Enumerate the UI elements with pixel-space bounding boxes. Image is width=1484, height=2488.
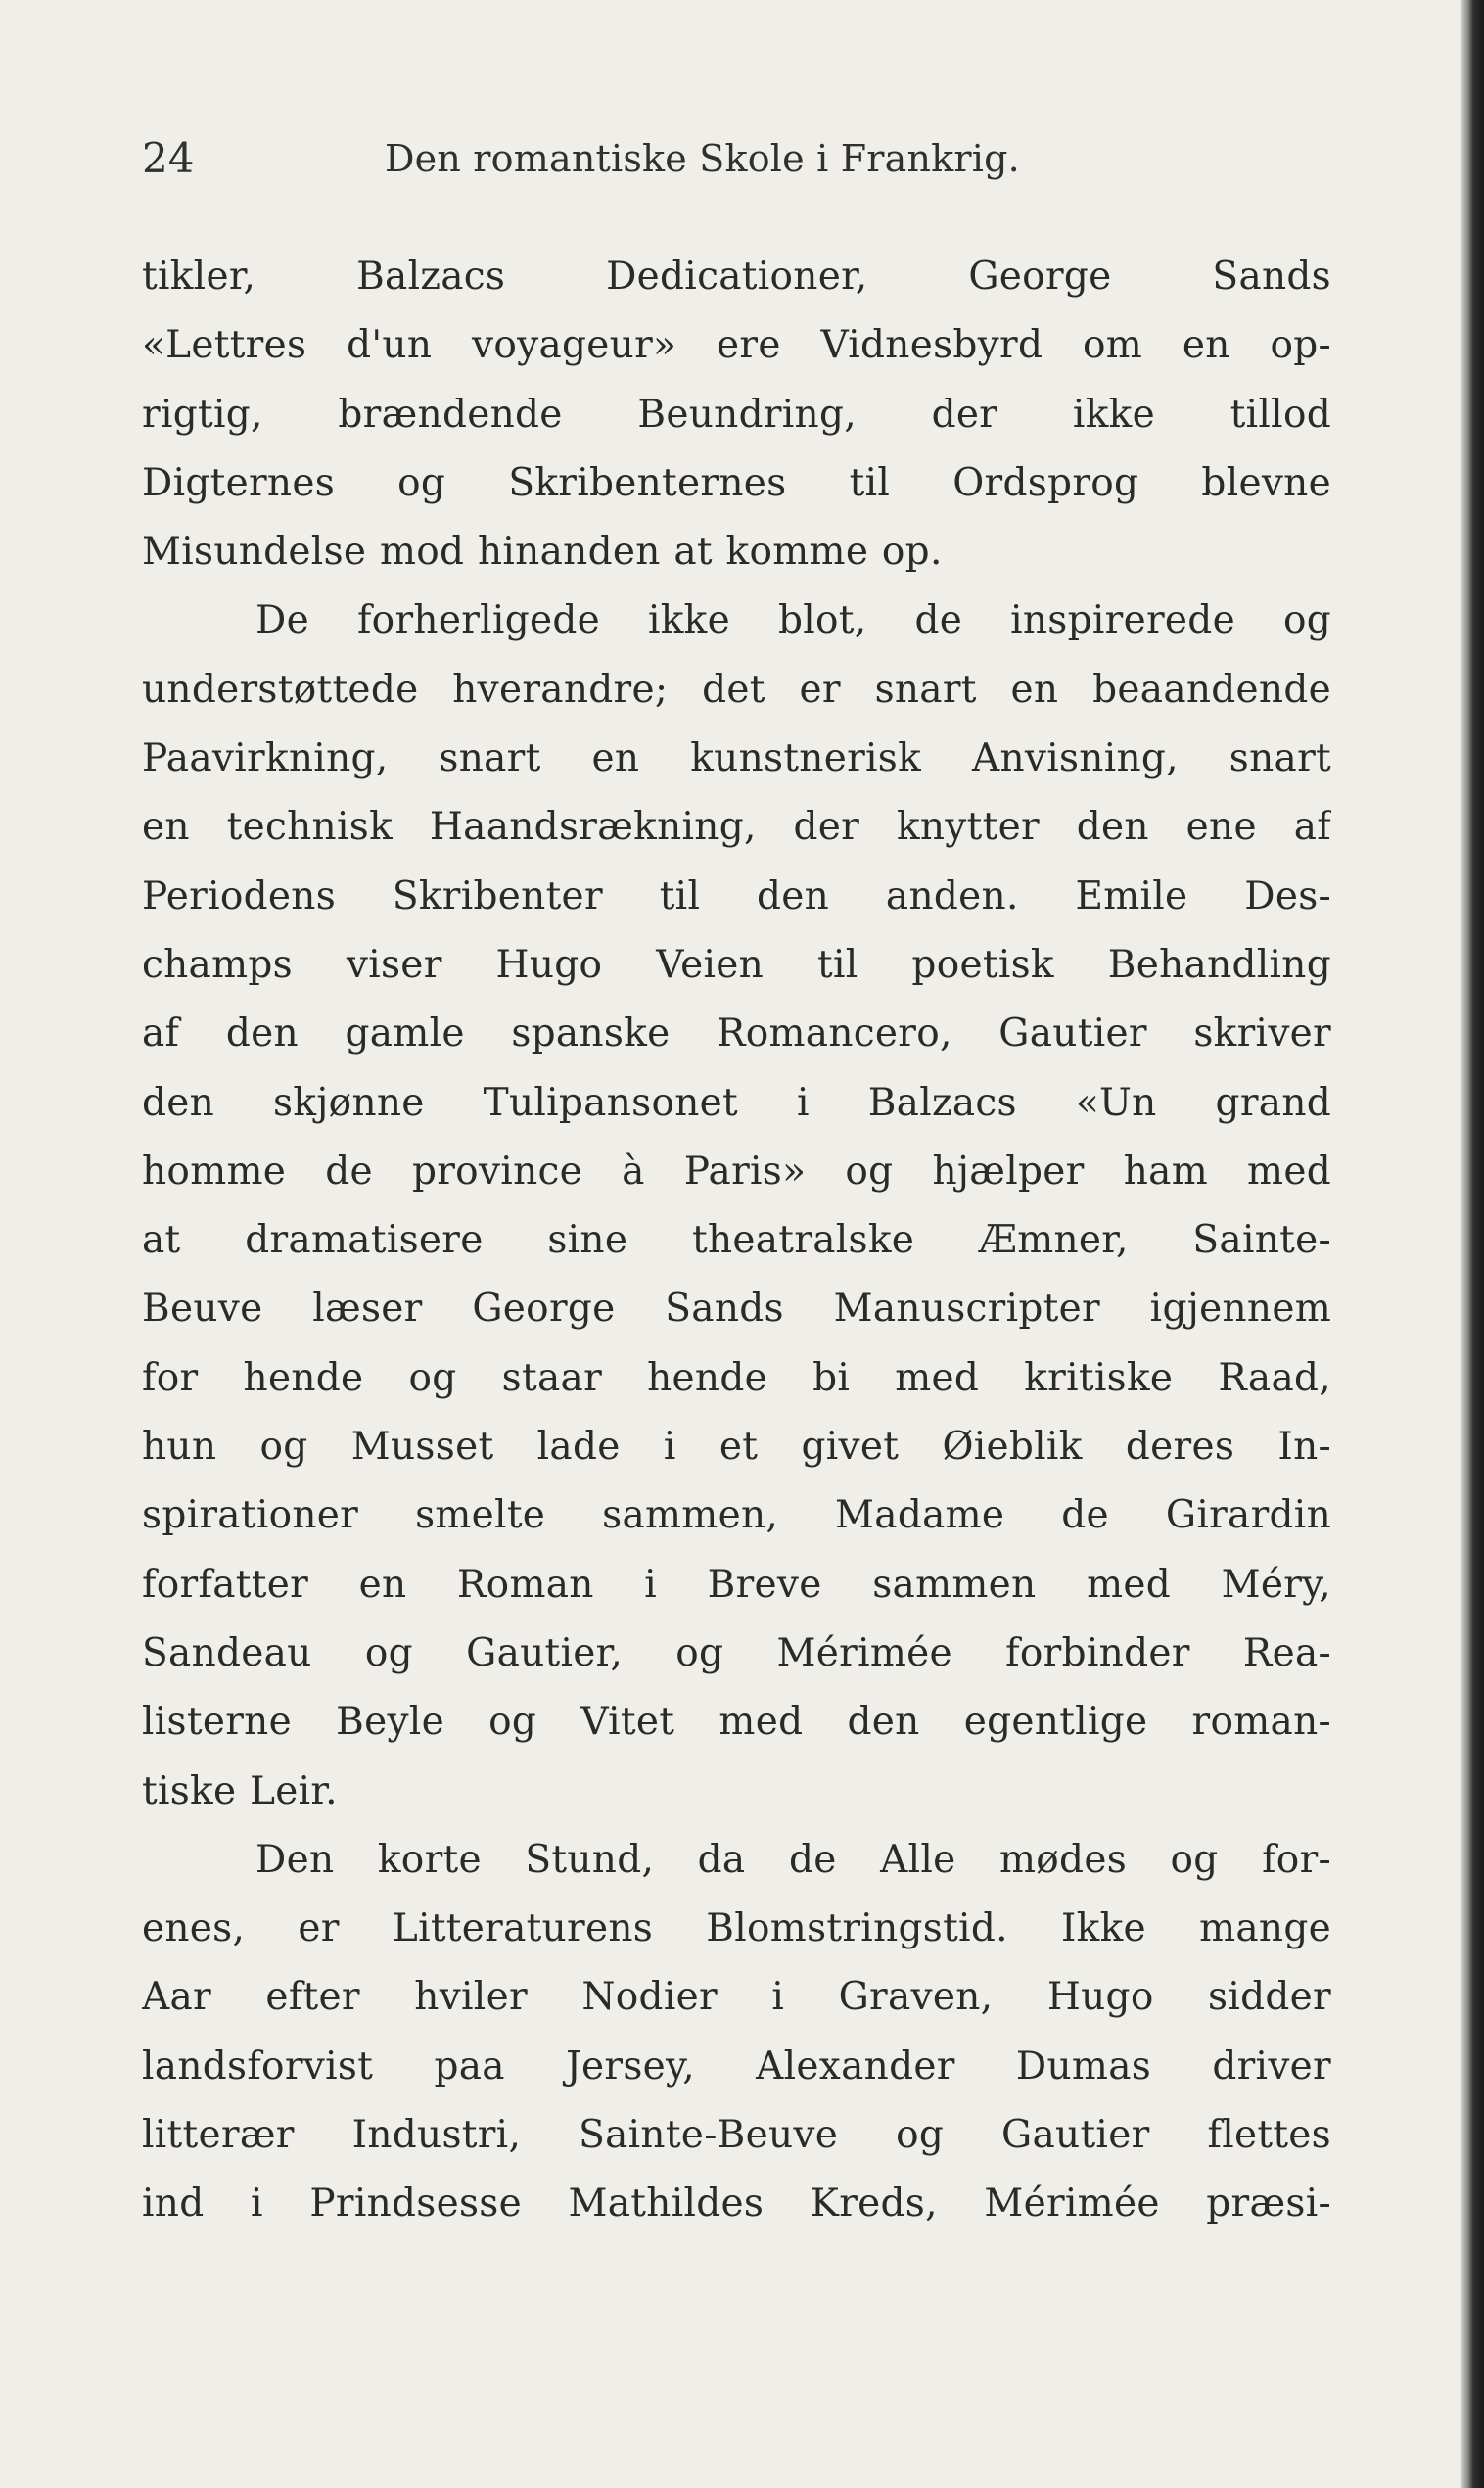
text-line: Beuve læser George Sands Manuscripter igjennem [142, 1287, 1331, 1332]
text-line: «Lettres d'un voyageur» ere Vidnesbyrd om en op- [142, 323, 1331, 368]
page-edge [1461, 0, 1484, 2488]
text-line: landsforvist paa Jersey, Alexander Dumas driver [142, 2043, 1331, 2089]
text-line: De forherligede ikke blot, de inspirerede og [255, 598, 1331, 643]
text-line: Periodens Skribenter til den anden. Emile Des- [142, 873, 1331, 918]
text-line: Digternes og Skribenternes til Ordsprog blevne [142, 460, 1331, 505]
text-line: Den korte Stund, da de Alle mødes og for- [255, 1837, 1331, 1882]
page-number: 24 [142, 134, 195, 182]
text-line: at dramatisere sine theatralske Æmner, Sainte- [142, 1218, 1331, 1263]
text-line: hun og Musset lade i et givet Øieblik deres In- [142, 1425, 1331, 1470]
text-line: listerne Beyle og Vitet med den egentlige roman- [142, 1700, 1331, 1745]
text-line: for hende og staar hende bi med kritiske Raad, [142, 1355, 1331, 1400]
running-header [142, 129, 1331, 188]
text-line: ind i Prindsesse Mathildes Kreds, Mérimée præsi- [142, 2182, 1331, 2227]
text-line: Paavirkning, snart en kunstnerisk Anvisning, snart [142, 736, 1331, 781]
text-line: en technisk Haandsrækning, der knytter den ene af [142, 805, 1331, 850]
text-line: tikler, Balzacs Dedicationer, George Sands [142, 255, 1331, 299]
text-line: Sandeau og Gautier, og Mérimée forbinder Rea- [142, 1630, 1331, 1675]
text-line: tiske Leir. [142, 1768, 338, 1813]
text-line: Misundelse mod hinanden at komme op. [142, 530, 943, 575]
text-line: Aar efter hviler Nodier i Graven, Hugo sidder [142, 1975, 1331, 2020]
text-line: understøttede hverandre; det er snart en beaandende [142, 667, 1331, 712]
text-line: litterær Industri, Sainte-Beuve og Gautier flettes [142, 2113, 1331, 2158]
running-title: Den romantiske Skole i Frankrig. [385, 137, 1020, 180]
text-line: enes, er Litteraturens Blomstringstid. Ikke mange [142, 1906, 1331, 1951]
text-line: af den gamle spanske Romancero, Gautier skriver [142, 1011, 1331, 1056]
text-line: den skjønne Tulipansonet i Balzacs «Un grand [142, 1080, 1331, 1125]
text-line: homme de province à Paris» og hjælper ham med [142, 1149, 1331, 1194]
text-line: champs viser Hugo Veien til poetisk Behandling [142, 942, 1331, 987]
body-text [142, 243, 1331, 2239]
text-line: forfatter en Roman i Breve sammen med Méry, [142, 1562, 1331, 1607]
text-line: rigtig, brændende Beundring, der ikke tillod [142, 392, 1331, 437]
text-line: spirationer smelte sammen, Madame de Girardin [142, 1493, 1331, 1538]
